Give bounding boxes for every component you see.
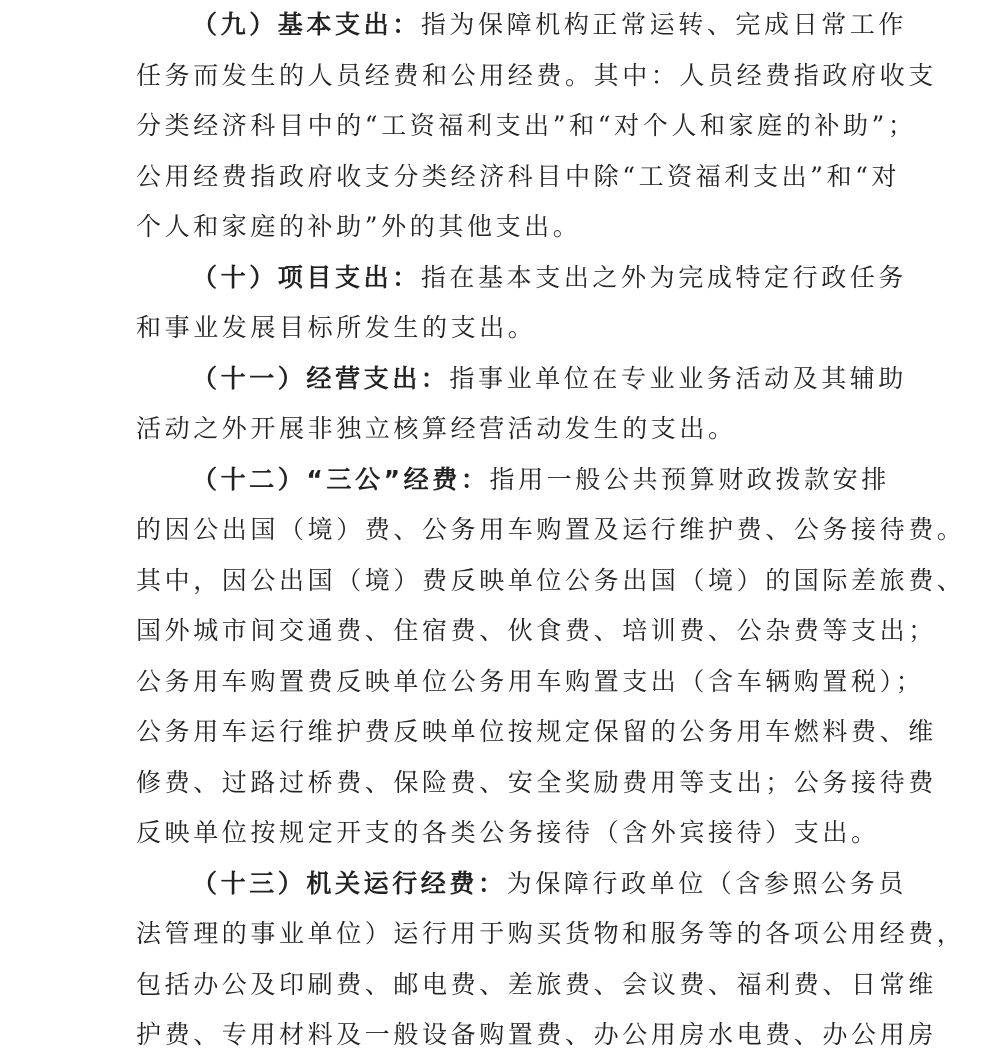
paragraph-line: 个人和家庭的补助”外的其他支出。 <box>136 212 582 241</box>
term-heading: （十二）“三公”经费： <box>192 464 490 494</box>
paragraph-line: 分类经济科目中的“工资福利支出”和“对个人和家庭的补助”； <box>136 111 917 140</box>
term-heading: （十）项目支出： <box>192 262 421 292</box>
paragraph-line: 和事业发展目标所发生的支出。 <box>136 313 537 342</box>
term-heading: （九）基本支出： <box>192 10 421 39</box>
paragraph-text: 为保障行政单位（含参照公务员 <box>506 868 908 898</box>
paragraph-line: 的因公出国（境）费、公务用车购置及运行维护费、公务接待费。 <box>136 515 966 544</box>
paragraph-text: 指在基本支出之外为完成特定行政任务 <box>420 262 908 292</box>
paragraph-line: 法管理的事业单位）运行用于购买货物和服务等的各项公用经费， <box>136 919 966 948</box>
paragraph-line: 公用经费指政府收支分类经济科目中除“工资福利支出”和“对 <box>136 161 901 191</box>
paragraph-line: 包括办公及印刷费、邮电费、差旅费、会议费、福利费、日常维 <box>136 969 937 999</box>
paragraph-text: 指用一般公共预算财政拨款安排 <box>489 464 890 494</box>
paragraph-11-first-line <box>136 354 908 405</box>
document-page <box>136 0 966 1061</box>
paragraph-text: 指为保障机构正常运转、完成日常工作 <box>420 10 908 39</box>
paragraph-line: 修费、过路过桥费、保险费、安全奖励费用等支出；公务接待费 <box>136 767 937 797</box>
term-heading: （十一）经营支出： <box>192 363 450 393</box>
paragraph-line: 反映单位按规定开支的各类公务接待（含外宾接待）支出。 <box>136 818 880 847</box>
paragraph-text: 指事业单位在专业业务活动及其辅助 <box>449 363 908 393</box>
paragraph-line: 国外城市间交通费、住宿费、伙食费、培训费、公杂费等支出； <box>136 616 937 645</box>
paragraph-line: 公务用车购置费反映单位公务用车购置支出（含车辆购置税）； <box>136 666 925 696</box>
paragraph-line: 活动之外开展非独立核算经营活动发生的支出。 <box>136 414 737 443</box>
paragraph-line: 公务用车运行维护费反映单位按规定保留的公务用车燃料费、维 <box>136 717 937 746</box>
paragraph-10-first-line <box>136 253 908 304</box>
paragraph-line: 其中，因公出国（境）费反映单位公务出国（境）的国际差旅费、 <box>136 565 966 595</box>
paragraph-line: 护费、专用材料及一般设备购置费、办公用房水电费、办公用房 <box>136 1020 937 1049</box>
paragraph-9-first-line <box>136 0 908 51</box>
paragraph-12-first-line <box>136 455 896 506</box>
paragraph-line: 任务而发生的人员经费和公用经费。其中：人员经费指政府收支 <box>136 60 937 90</box>
paragraph-13-first-line <box>136 859 908 910</box>
term-heading: （十三）机关运行经费： <box>192 868 507 898</box>
